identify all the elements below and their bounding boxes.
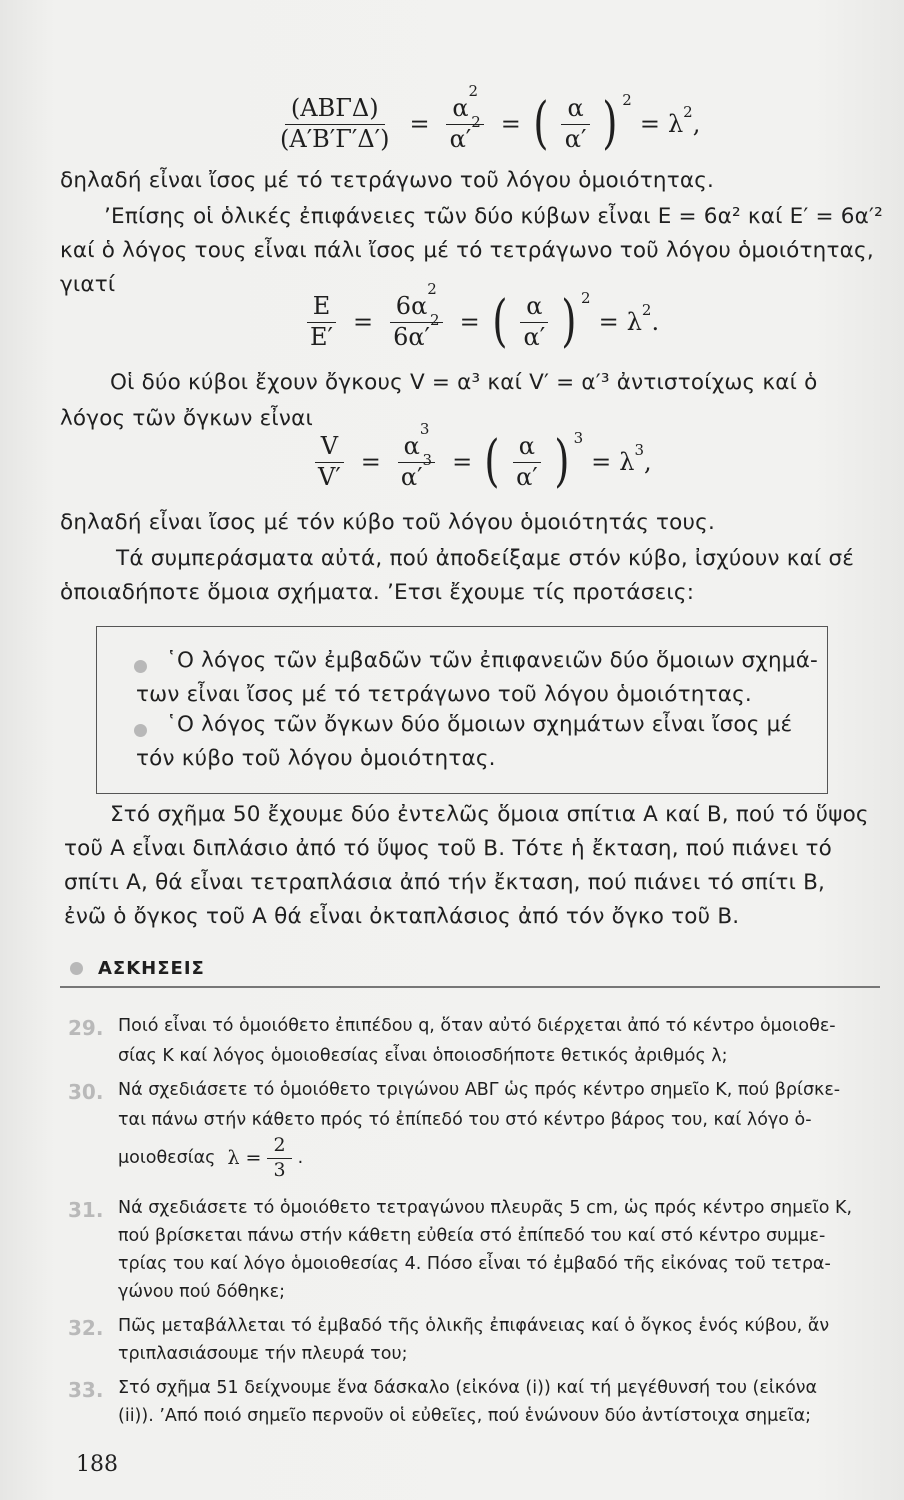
divider: [60, 986, 880, 988]
right-paren: ): [553, 429, 570, 494]
equation-surface-ratio: [298, 280, 660, 354]
punctuation: .: [651, 308, 660, 336]
equals-sign: =: [452, 448, 473, 476]
fraction-numerator: 2: [267, 1136, 291, 1159]
exponent: 2: [622, 91, 632, 109]
fraction-denominator: α′: [523, 322, 546, 351]
equation-area-ratio: [268, 82, 701, 156]
fraction-denominator: V′: [318, 462, 341, 491]
fraction-denominator: α′: [516, 462, 538, 491]
text-line: γιατί: [60, 272, 116, 297]
punctuation: ,: [692, 110, 701, 138]
exponent: 3: [573, 429, 584, 447]
text-line: Οἱ δύο κύβοι ἔχουν ὄγκους V = α³ καί V′ = α′³ ἀντιστοίχως καί ὁ: [110, 370, 818, 395]
fraction-denominator: (Α′Β′Γ′Δ′): [280, 124, 390, 153]
equals-sign: =: [591, 448, 612, 476]
proposition-line: ῾Ο λόγος τῶν ἐμβαδῶν τῶν ἐπιφανειῶν δύο ὅμοιων σχημά-: [166, 648, 819, 673]
exercise-line: τριπλασιάσουμε τήν πλευρά του;: [118, 1344, 408, 1364]
page-number: 188: [76, 1452, 118, 1477]
result: λ: [667, 110, 684, 138]
equals-sign: =: [409, 110, 430, 138]
bullet-icon: [134, 660, 147, 673]
fraction-numerator: α: [513, 434, 541, 462]
fraction-alpha: [387, 280, 445, 351]
text-line: τοῦ Α εἶναι διπλάσιο ἀπό τό ὕψος τοῦ Β. Τότε ἡ ἔκταση, πού πιάνει τό: [64, 836, 832, 861]
text-line: Στό σχῆμα 50 ἔχουμε δύο ἐντελῶς ὅμοια σπίτια Α καί Β, πού τό ὕψος: [110, 802, 869, 827]
text-line: ’Επίσης οἱ ὁλικές ἐπιφάνειες τῶν δύο κύβων εἶναι Ε = 6α² καί Ε′ = 6α′²: [104, 204, 883, 229]
fraction-denominator: $\alpha'^2$: [449, 112, 481, 153]
exponent: 3: [634, 441, 644, 459]
equation-volume-ratio: [306, 420, 652, 494]
equals-sign: =: [500, 110, 521, 138]
equals-sign: =: [598, 308, 619, 336]
exercise-number: 33.: [68, 1378, 104, 1402]
left-paren: (: [533, 91, 549, 156]
text-line: ὁποιαδήποτε ὅμοια σχήματα. ’Ετσι ἔχουμε τίς προτάσεις:: [60, 580, 695, 605]
fraction-ratio: [510, 434, 544, 489]
fraction-numerator: α: [520, 294, 548, 322]
text-line: καί ὁ λόγος τους εἶναι πάλι ἴσος μέ τό τετράγωνο τοῦ λόγου ὁμοιότητας,: [60, 238, 874, 263]
exercise-line: Νά σχεδιάσετε τό ὁμοιόθετο τετραγώνου πλευρᾶς 5 cm, ὡς πρός κέντρο σημεῖο Κ,: [118, 1198, 853, 1218]
fraction-numerator: (ΑΒΓΔ): [285, 96, 385, 124]
exercise-line: Στό σχῆμα 51 δείχνουμε ἕνα δάσκαλο (εἰκόνα (i)) καί τή μεγέθυνσή του (εἰκόνα: [118, 1378, 818, 1398]
fraction-numerator: α: [561, 96, 589, 124]
fraction-denominator: α′: [564, 124, 587, 153]
fraction-volume: [312, 434, 347, 489]
fraction-denominator: $\alpha'^3$: [400, 450, 433, 491]
exercise-line: τρίας του καί λόγο ὁμοιοθεσίας 4. Πόσο εἶναι τό ἐμβαδό τῆς εἰκόνας τοῦ τετρα-: [118, 1254, 831, 1274]
result: λ: [619, 448, 635, 476]
fraction-surface: [304, 294, 339, 349]
left-paren: (: [484, 429, 500, 494]
exercise-line: Νά σχεδιάσετε τό ὁμοιόθετο τριγώνου ΑΒΓ ὡς πρός κέντρο σημεῖο Κ, πού βρίσκε-: [118, 1080, 841, 1100]
equals-sign: =: [639, 110, 660, 138]
exercise-line: πού βρίσκεται πάνω στήν κάθετη εὐθεία στό ἐπίπεδό του καί στό κέντρο συμμε-: [118, 1226, 826, 1246]
text-line: δηλαδή εἶναι ἴσος μέ τό τετράγωνο τοῦ λόγου ὁμοιότητας.: [60, 168, 715, 193]
fraction-two-thirds: [267, 1136, 291, 1181]
fraction-denominator: 3: [273, 1158, 286, 1181]
exercise-number: 30.: [68, 1080, 104, 1104]
equals-sign: =: [459, 308, 480, 336]
punctuation: ,: [644, 448, 652, 476]
right-paren: ): [602, 91, 619, 156]
text-line: δηλαδή εἶναι ἴσος μέ τόν κύβο τοῦ λόγου ὁμοιότητάς τους.: [60, 510, 716, 535]
fraction-ratio: [518, 294, 552, 349]
proposition-line: των εἶναι ἴσος μέ τό τετράγωνο τοῦ λόγου ὁμοιότητας.: [136, 682, 752, 707]
left-paren: (: [491, 289, 508, 354]
fraction-denominator: Ε′: [310, 322, 333, 351]
fraction-alpha: [395, 420, 438, 491]
bullet-icon: [70, 962, 83, 975]
text-line: ἐνῶ ὁ ὄγκος τοῦ Α θά εἶναι ὀκταπλάσιος ἀπό τόν ὄγκο τοῦ Β.: [64, 904, 740, 929]
exercise-line: (ii)). ’Από ποιό σημεῖο περνοῦν οἱ εὐθεῖες, πού ἑνώνουν δύο ἀντίστοιχα σημεῖα;: [118, 1406, 812, 1426]
text-line: Τά συμπεράσματα αὐτά, πού ἀποδείξαμε στόν κύβο, ἰσχύουν καί σέ: [116, 546, 855, 571]
exercise-line: Ποιό εἶναι τό ὁμοιόθετο ἐπιπέδου q, ὅταν αὐτό διέρχεται ἀπό τό κέντρο ὁμοιοθε-: [118, 1016, 836, 1036]
fraction-denominator: $6\alpha'^2$: [393, 310, 440, 351]
exponent: 2: [581, 289, 591, 307]
fraction-numerator: Ε: [307, 294, 337, 322]
proposition-line: τόν κύβο τοῦ λόγου ὁμοιότητας.: [136, 746, 496, 771]
text-line: σπίτι Α, θά εἶναι τετραπλάσια ἀπό τήν ἔκταση, πού πιάνει τό σπίτι Β,: [64, 870, 826, 895]
proposition-line: ῾Ο λόγος τῶν ὄγκων δύο ὅμοιων σχημάτων εἶναι ἴσος μέ: [166, 712, 793, 737]
fraction-numerator: V: [315, 434, 344, 462]
exercise-text: μοιοθεσίας: [118, 1148, 216, 1169]
fraction-ratio: [559, 96, 593, 151]
equals-sign: =: [360, 448, 381, 476]
result: λ: [626, 308, 642, 336]
exponent: 2: [683, 103, 693, 121]
section-heading: ΑΣΚΗΣΕΙΣ: [98, 958, 205, 979]
punctuation: .: [297, 1148, 304, 1169]
equals-sign: =: [352, 308, 374, 336]
exercise-line: σίας Κ καί λόγος ὁμοιοθεσίας εἶναι ὁποιοσδήποτε θετικός ἀριθμός λ;: [118, 1046, 728, 1066]
fraction-alpha: [444, 82, 487, 153]
fraction-numerator: $\alpha^3$: [398, 434, 436, 462]
exercise-number: 29.: [68, 1016, 104, 1040]
fraction-numerator: $6\alpha^2$: [390, 294, 443, 322]
exercise-line-with-fraction: [118, 1136, 303, 1181]
text-line: λόγος τῶν ὄγκων εἶναι: [60, 406, 313, 431]
exercise-number: 32.: [68, 1316, 104, 1340]
exponent: 2: [641, 301, 652, 319]
fraction-numerator: $\alpha^2$: [446, 96, 484, 124]
lambda-label: λ =: [227, 1147, 262, 1170]
fraction-area: [274, 96, 395, 151]
exercise-line: ται πάνω στήν κάθετο πρός τό ἐπίπεδό του στό κέντρο βάρος του, καί λόγο ὁ-: [118, 1110, 812, 1130]
exercise-line: Πῶς μεταβάλλεται τό ἐμβαδό τῆς ὁλικῆς ἐπιφάνειας καί ὁ ὄγκος ἑνός κύβου, ἄν: [118, 1316, 830, 1336]
right-paren: ): [561, 289, 577, 354]
exercise-number: 31.: [68, 1198, 104, 1222]
exercise-line: γώνου πού δόθηκε;: [118, 1282, 285, 1302]
bullet-icon: [134, 724, 147, 737]
